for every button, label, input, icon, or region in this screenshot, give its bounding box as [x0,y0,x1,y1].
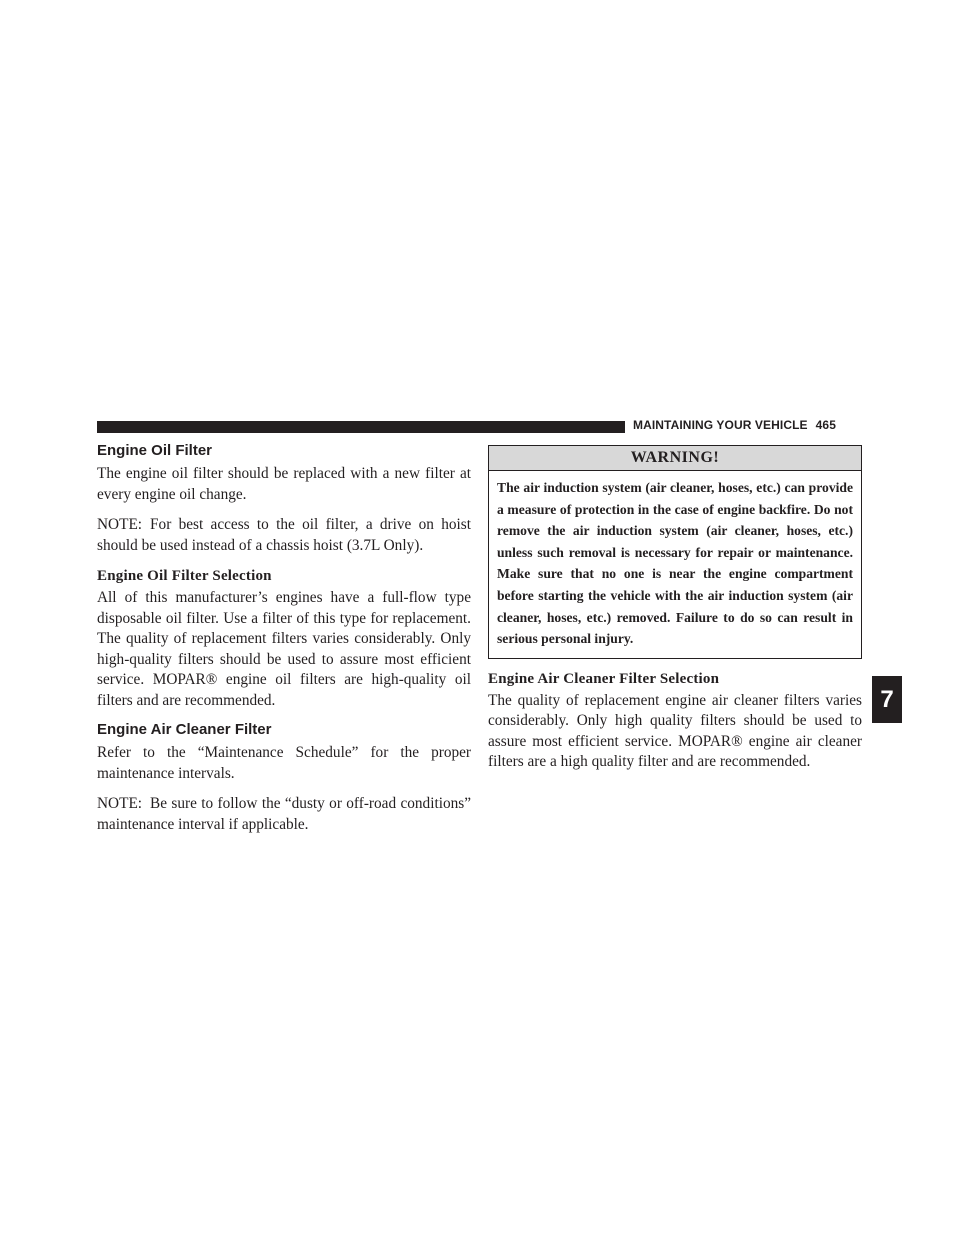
running-header [633,418,836,432]
air-cleaner-filter-heading: Engine Air Cleaner Filter [97,721,272,738]
engine-oil-filter-note [97,515,471,556]
oil-filter-selection-body: All of this manufacturer’s engines have a full-flow type disposable oil filter. Use a filter of this type for replacement. The quality of replacement filters varies considerably. Only high-quality filters should be used to assure most efficient service. MOPAR® engine oil filters are high-quality oil filters and are recommended. [97,589,471,709]
right-column [488,442,862,783]
note-text: For best access to the oil filter, a drive on hoist should be used instead of a chassis hoist (3.7L Only). [97,516,471,554]
air-cleaner-filter-note [97,794,471,835]
header-rule [97,421,625,433]
note-label: NOTE: [97,516,143,533]
air-cleaner-selection-body: The quality of replacement engine air cleaner filters varies considerably. Only high quality filters should be used to assure most efficient service. MOPAR® engine air cleaner filters are a high quality filter and are recommended. [488,691,862,771]
note-text: Be sure to follow the “dusty or off-road conditions” maintenance interval if applicable. [97,795,471,833]
air-cleaner-selection-heading: Engine Air Cleaner Filter Selection [488,670,720,687]
oil-filter-selection-heading: Engine Oil Filter Selection [97,568,272,584]
note-label: NOTE: [97,795,143,812]
engine-oil-filter-heading: Engine Oil Filter [97,442,213,459]
page-number: 465 [815,418,836,432]
warning-body: The air induction system (air cleaner, hoses, etc.) can provide a measure of protection in the case of engine backfire. Do not remove the air induction system (air cleaner, hoses, etc.) unless such removal is necessary for repair or maintenance. Make sure that no one is near the engine compartment before starting the vehicle with the air induction system (air cleaner, hoses, etc.) removed. Failure to do so can result in serious personal injury. [497,480,853,647]
warning-title: WARNING! [489,446,861,471]
warning-box [488,445,862,659]
left-column [97,442,471,845]
air-cleaner-filter-body: Refer to the “Maintenance Schedule” for the proper maintenance intervals. [97,744,471,782]
section-title: MAINTAINING YOUR VEHICLE [633,418,808,432]
engine-oil-filter-body: The engine oil filter should be replaced with a new filter at every engine oil change. [97,465,471,503]
chapter-tab: 7 [872,676,902,723]
